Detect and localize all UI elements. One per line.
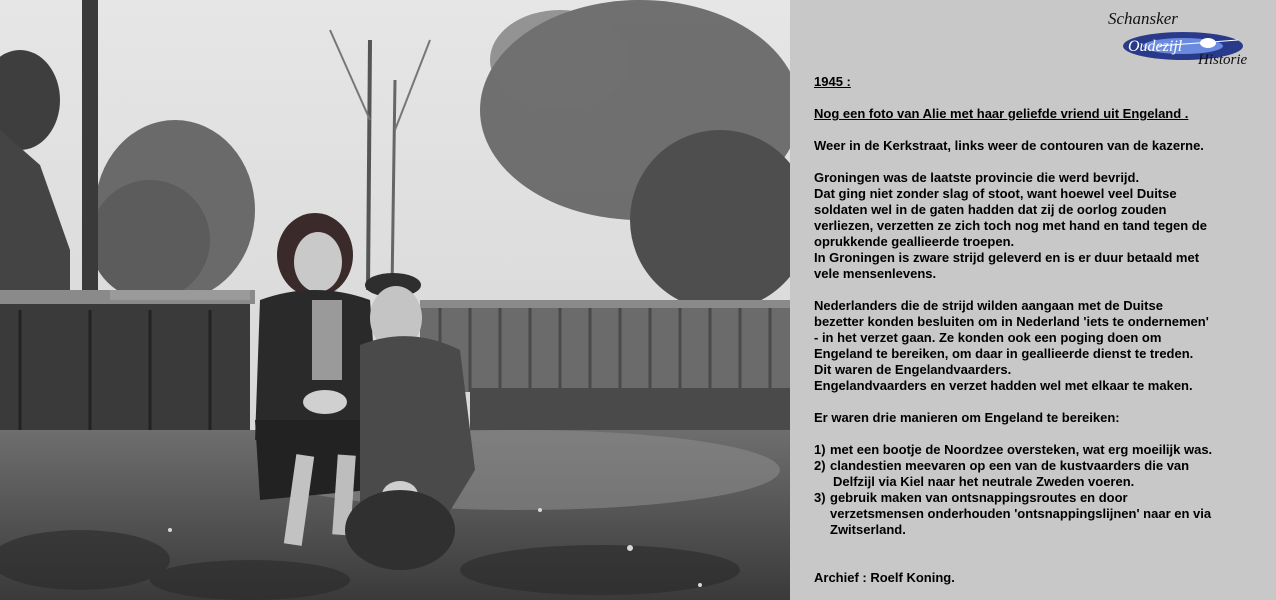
list-text: gebruik maken van ontsnappingsroutes en door	[830, 490, 1128, 505]
text-line: Dat ging niet zonder slag of stoot, want hoewel veel Duitse	[814, 186, 1177, 201]
text-line: - in het verzet gaan. Ze konden ook een poging doen om	[814, 330, 1162, 345]
list-item	[814, 490, 1276, 538]
methods-list	[814, 442, 1276, 538]
text-line: soldaten wel in de gaten hadden dat zij de oorlog zouden	[814, 202, 1167, 217]
text-line: bezetter konden besluiten om in Nederland 'iets te ondernemen'	[814, 314, 1209, 329]
site-logo	[1098, 6, 1268, 68]
paragraph-methods-intro: Er waren drie manieren om Engeland te bereiken:	[814, 410, 1120, 425]
svg-text:Historie: Historie	[1198, 52, 1248, 68]
svg-text:Oudezijl: Oudezijl	[1128, 38, 1183, 55]
paragraph-resistance	[814, 298, 1276, 394]
article-text	[814, 74, 1276, 586]
list-text: Delfzijl via Kiel naar het neutrale Zweden voeren.	[833, 474, 1135, 489]
text-line: Engelandvaarders en verzet hadden wel met elkaar te maken.	[814, 378, 1193, 393]
text-line: verliezen, verzetten ze zich toch nog met hand en tand tegen de	[814, 218, 1207, 233]
text-line: vele mensenlevens.	[814, 266, 937, 281]
text-line: oprukkende geallieerde troepen.	[814, 234, 1015, 249]
paragraph-liberation	[814, 170, 1276, 282]
list-number: 2)	[814, 458, 826, 473]
list-number: 3)	[814, 490, 826, 505]
text-line: Engeland te bereiken, om daar in geallieerde dienst te treden.	[814, 346, 1194, 361]
paragraph-location: Weer in de Kerkstraat, links weer de contouren van de kazerne.	[814, 138, 1204, 153]
list-item	[814, 458, 1276, 490]
list-text: Zwitserland.	[830, 522, 906, 537]
list-text: verzetsmensen onderhouden 'ontsnappingslijnen' naar en via	[830, 506, 1212, 521]
list-number: 1)	[814, 442, 826, 457]
list-text: clandestien meevaren op een van de kustvaarders die van	[830, 458, 1190, 473]
archive-credit: Archief : Roelf Koning.	[814, 570, 955, 585]
photo-subtitle: Nog een foto van Alie met haar geliefde vriend uit Engeland .	[814, 106, 1189, 121]
text-line: Groningen was de laatste provincie die werd bevrijd.	[814, 170, 1140, 185]
year-heading: 1945 :	[814, 74, 851, 89]
text-line: In Groningen is zware strijd geleverd en is er duur betaald met	[814, 250, 1200, 265]
list-item	[814, 442, 1276, 458]
list-text: met een bootje de Noordzee oversteken, wat erg moeilijk was.	[830, 442, 1213, 457]
text-panel	[790, 0, 1276, 600]
svg-text:Schansker: Schansker	[1108, 9, 1178, 28]
text-line: Dit waren de Engelandvaarders.	[814, 362, 1012, 377]
text-line: Nederlanders die de strijd wilden aangaan met de Duitse	[814, 298, 1163, 313]
